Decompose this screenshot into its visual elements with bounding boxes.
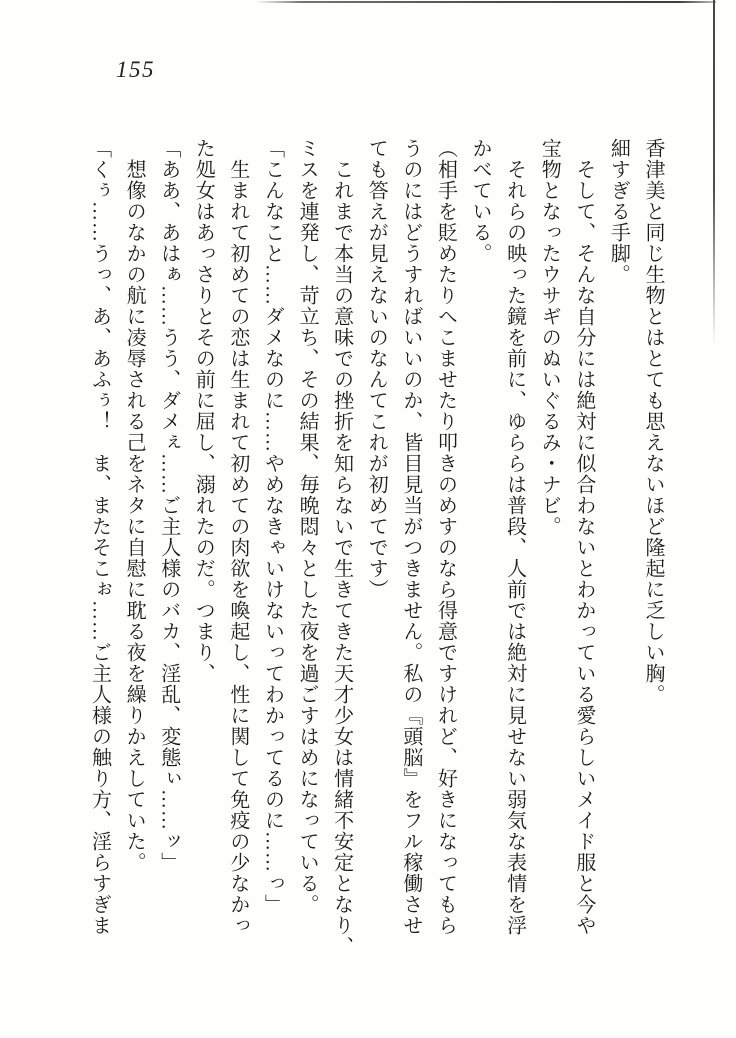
text-column: ても答えが見えないのなんてこれが初めてです） [365,138,388,600]
scan-artifact-right-edge [713,0,715,345]
scan-artifact-top-edge [255,1,716,3]
text-column: うのにはどうすればいいのか、皆目見当がつきません。私の『頭脳』をフル稼働させ [399,138,422,936]
text-column: それらの映った鏡を前に、ゆららは普段、人前では絶対に見せない弱気な表情を浮 [503,138,526,936]
text-column: 想像のなかの航に凌辱される己をネタに自慰に耽る夜を繰りかえしていた。 [123,138,146,873]
text-column: 「ああ、あはぁ……うう、ダメぇ……ご主人様のバカ、淫乱、変態ぃ……ッ」 [157,138,180,873]
vertical-text-block [82,138,670,956]
text-column: た処女はあっさりとその前に屈し、溺れたのだ。つまり、 [192,138,215,684]
text-column: 「くぅ……うっ、あ、あふぅ！ ま、またそこぉ……ご主人様の触り方、淫らすぎま [88,138,111,936]
text-column: 香津美と同じ生物とはとても思えないほど隆起に乏しい胸。 [642,138,664,705]
text-column: これまで本当の意味での挫折を知らないで生きてきた天才少女は情緒不安定となり、 [330,138,353,957]
page-number: 155 [116,57,155,82]
text-column: 生まれて初めての恋は生まれて初めての肉欲を喚起し、性に関して免疫の少なかっ [226,138,249,936]
text-column: 宝物となったウサギのぬいぐるみ・ナビ。 [538,138,561,537]
text-column: 細すぎる手脚。 [607,138,630,285]
text-column: かべている。 [469,138,492,264]
text-column: （相手を貶めたりへこませたり叩きのめすのなら得意ですけれど、好きになってもら [434,138,457,936]
text-column: そして、そんな自分には絶対に似合わないとわかっている愛らしいメイド服と今や [572,138,595,936]
text-column: ミスを連発し、苛立ち、その結果、毎晩悶々とした夜を過ごすはめになっている。 [296,138,319,915]
text-column: 「こんなこと……ダメなのに……やめなきゃいけないってわかってるのに……っ」 [261,138,284,915]
